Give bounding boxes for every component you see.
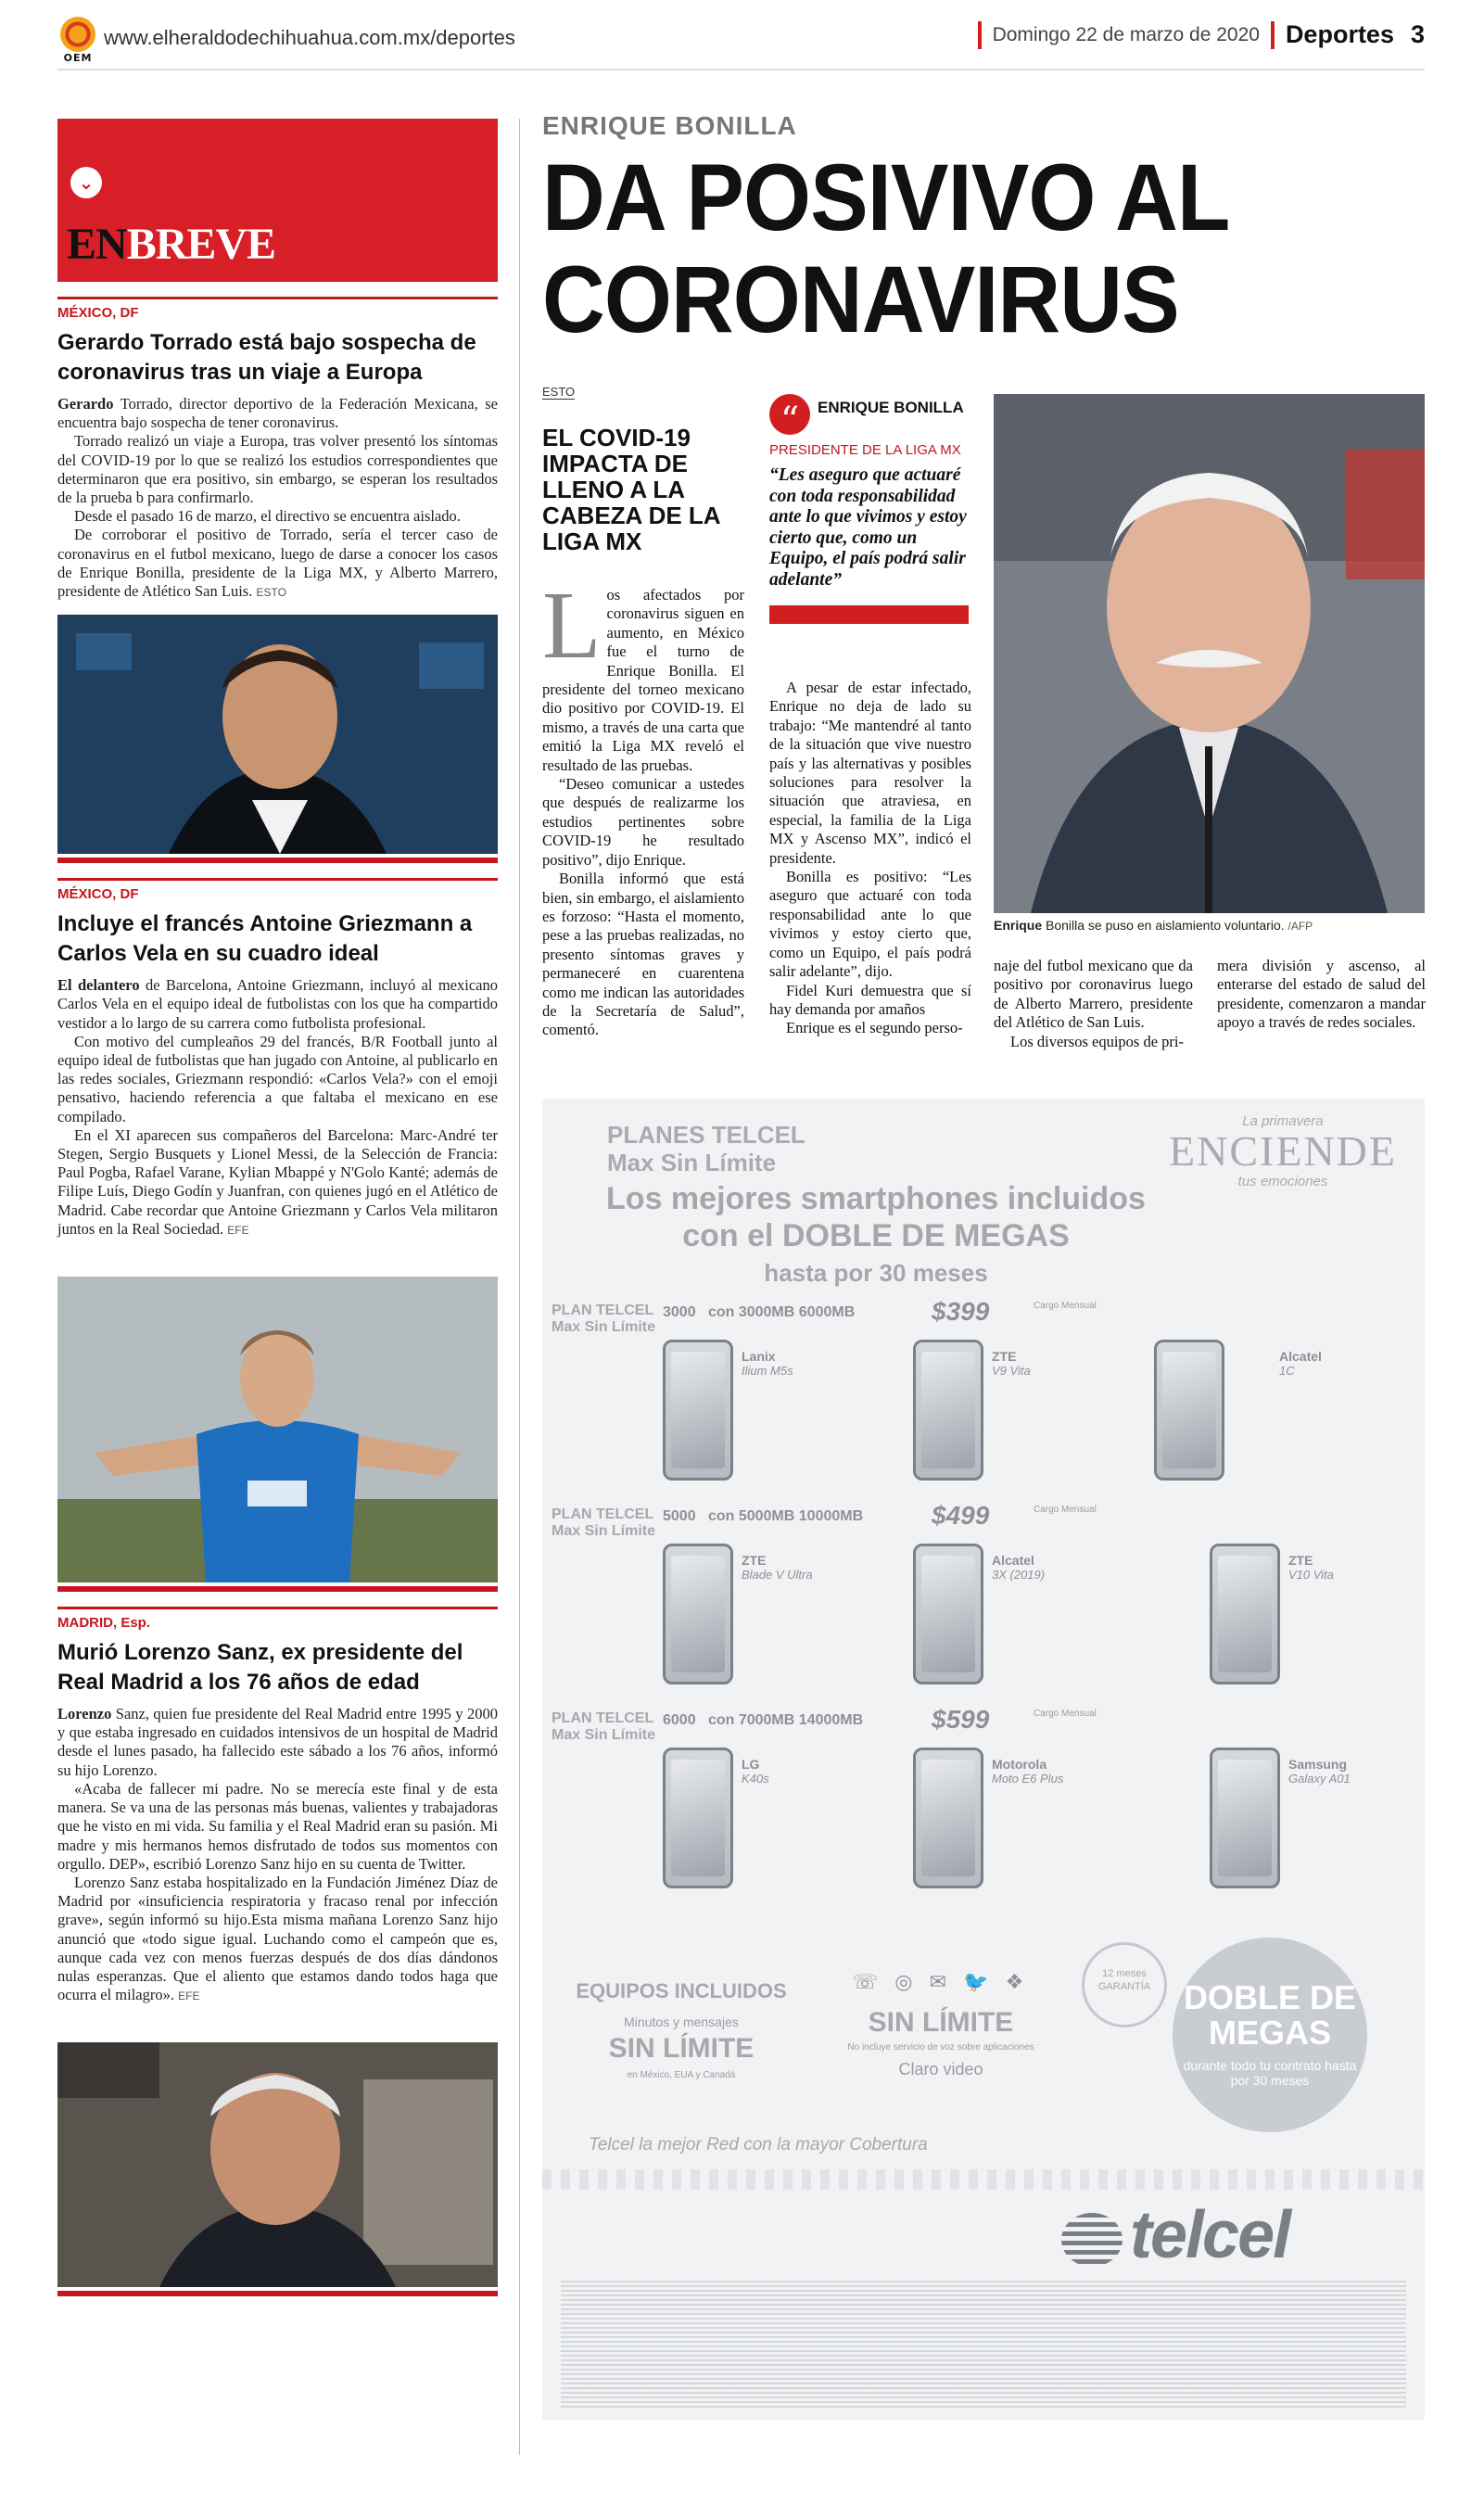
ad-enciende: La primavera ENCIENDE tus emociones xyxy=(1169,1113,1397,1189)
article-kicker: ENRIQUE BONILLA xyxy=(542,111,797,140)
en-breve-title: ENBREVE xyxy=(67,220,276,269)
brief-headline: Gerardo Torrado está bajo sospecha de coronavirus tras un viaje a Europa xyxy=(57,330,476,385)
photo-bonilla xyxy=(994,394,1425,913)
quote-name: ENRIQUE BONILLA xyxy=(818,399,964,416)
phone-name: Alcatel 3X (2019) xyxy=(992,1553,1046,1582)
logo-text: OEM xyxy=(63,52,93,64)
article-column-3: naje del futbol mexicano que da positivo por coronavirus luego de Alberto Marrero, presidente del Atlético de San Luis. Los diversos equipos de pri- xyxy=(994,957,1193,1050)
phone-name: Samsung Galaxy A01 xyxy=(1288,1757,1351,1786)
red-separator xyxy=(1271,21,1275,49)
article-column-4: mera división y ascenso, al enterarse del estado de salud del presidente, comenzaron a mandar apoyo a través de redes sociales. xyxy=(1217,957,1426,1032)
red-rule xyxy=(57,1586,498,1592)
phone-image xyxy=(913,1544,983,1684)
ad-headline: Los mejores smartphones incluidos con el DOBLE DE MEGAS hasta por 30 meses xyxy=(606,1181,1146,1287)
ad-plan-5000[interactable]: PLAN TELCEL Max Sin Límite 5000 con 5000MB 10000MB $499 Cargo Mensual ZTE Blade V Ultra Alcatel 3X (2019) ZTE V10 Vita xyxy=(542,1506,1425,1692)
photo-torrado xyxy=(57,615,498,854)
column-divider xyxy=(519,119,520,2455)
claro-video-logo: Claro video xyxy=(898,2060,983,2078)
ad-stripe-band xyxy=(542,2169,1425,2190)
oem-logo xyxy=(57,17,98,65)
ad-garantia-badge: 12 meses GARANTÍA xyxy=(1082,1942,1167,2027)
credit: EFE xyxy=(178,1989,200,2003)
plan-price: $399 xyxy=(932,1297,990,1326)
ad-plan-3000[interactable]: PLAN TELCEL Max Sin Límite 3000 con 3000MB 6000MB $399 Cargo Mensual Lanix Ilium M5s ZTE V9 Vita Alcatel 1C xyxy=(542,1303,1425,1488)
phone-name: ZTE V10 Vita xyxy=(1288,1553,1334,1582)
brief-body: Lorenzo Sanz, quien fue presidente del Real Madrid entre 1995 y 2000 y que estaba ingresado en cuidados intensivos de un hospital de Madrid desde el lunes pasado, ha fallecido este sábado a los 76 años, informó su hijo Lorenzo. «Acaba de fallecer mi padre. No se merecía este final y de esta manera. Se va una de las personas más buenas, valientes y trabajadoras que he visto en mi vida. Su familia y el Real Madrid eran su pasión. Mi madre y mis hermanos hemos disfrutado de todos sus momentos con orgullo. DEP», escribió Lorenzo Sanz hijo en su cuenta de Twitter. Lorenzo Sanz estaba hospitalizado en la Fundación Jiménez Díaz de Madrid por «insuficiencia respiratoria y fracaso renal por infección grave», según informó su hijo.Esta misma mañana Lorenzo Sanz hijo anunció que «todo sigue igual. Luchando como el campeón que es, aunque cada vez con menos fuerzas después de dos días dándonos nulas esperanzas. Que el aliento que estamos dando todos haga que ocurra el milagro». EFE xyxy=(57,1705,498,2004)
phone-image xyxy=(1154,1340,1224,1481)
ad-redes-sociales: ☏ ◎ ✉ 🐦 ❖ SIN LÍMITE No incluye servicio de voz sobre aplicaciones Claro video xyxy=(820,1970,1061,2079)
quote-red-bar xyxy=(769,605,969,624)
social-apps-icon: ☏ ◎ ✉ 🐦 ❖ xyxy=(852,1970,1030,1993)
phone-name: Alcatel 1C xyxy=(1279,1349,1322,1378)
credit: EFE xyxy=(227,1223,249,1237)
article-column-1: Los afectados por coronavirus siguen en aumento, en México fue el turno de Enrique Bonilla. El presidente del torneo mexicano dio positivo por COVID-19. El mismo, a través de una carta que emitió la Liga MX reveló el resultado de las pruebas. “Deseo comunicar a ustedes que después de realizarme los estudios pertinentes sobre COVID-19 he resultado positivo”, dijo Enrique. Bonilla informó que está bien, sin embargo, el aislamiento es forzoso: “Hasta el momento, pese a las pruebas realizadas, no presento síntomas graves y permaneceré en cuarentena como me indican las autoridades de la Secretaría de Salud”, comentó. xyxy=(542,572,744,1039)
plan-price: $599 xyxy=(932,1705,990,1734)
brief-item-griezmann xyxy=(57,878,498,1239)
red-rule xyxy=(57,2291,498,2296)
phone-image xyxy=(1210,1544,1280,1684)
brief-item-torrado xyxy=(57,297,498,602)
phone-name: ZTE V9 Vita xyxy=(992,1349,1031,1378)
phone-name: Motorola Moto E6 Plus xyxy=(992,1757,1064,1786)
phone-image xyxy=(663,1544,733,1684)
article-subhead: EL COVID-19 IMPACTA DE LLENO A LA CABEZA DE LA LIGA MX xyxy=(542,424,720,555)
phone-image xyxy=(913,1748,983,1888)
ad-plan-6000[interactable]: PLAN TELCEL Max Sin Límite 6000 con 7000MB 14000MB $599 Cargo Mensual LG K40s Motorola Moto E6 Plus Samsung Galaxy A01 xyxy=(542,1710,1425,1896)
issue-date: Domingo 22 de marzo de 2020 xyxy=(992,23,1260,45)
article-column-2: A pesar de estar infectado, Enrique no deja de lado su trabajo: “Me mantendré al tanto de la situación que vive nuestro país y las alternativas y posibles soluciones para resolver la situación que atraviesa, en especial, la familia de la Liga MX y Ascenso MX”, indicó el presidente. Bonilla es positivo: “Les aseguro que actuaré con toda responsabilidad ante lo que vivimos y estoy cierto que, como un Equipo, el país podrá salir adelante”, dijo. Fidel Kuri demuestra que sí hay demanda por amaños Enrique es el segundo perso- xyxy=(769,679,971,1037)
red-rule xyxy=(57,858,498,863)
en-breve-header xyxy=(57,119,498,282)
section-name: Deportes xyxy=(1285,20,1394,48)
photo-caption: Enrique Bonilla se puso en aislamiento voluntario. /AFP xyxy=(994,918,1313,933)
brief-kicker: MADRID, Esp. xyxy=(57,1607,498,1631)
article-title: DA POSIVIVO AL CORONAVIRUS xyxy=(542,145,1228,352)
brief-item-sanz xyxy=(57,1607,498,2005)
brief-headline: Incluye el francés Antoine Griezmann a Carlos Vela en su cuadro ideal xyxy=(57,911,473,967)
phone-name: Lanix Ilium M5s xyxy=(742,1349,793,1378)
brief-kicker: MÉXICO, DF xyxy=(57,878,498,902)
phone-image xyxy=(913,1340,983,1481)
phone-image xyxy=(663,1748,733,1888)
telcel-advertisement[interactable] xyxy=(542,1099,1425,2420)
telcel-logo[interactable]: telcel xyxy=(1061,2197,1289,2273)
brief-kicker: MÉXICO, DF xyxy=(57,297,498,321)
phone-name: LG K40s xyxy=(742,1757,769,1786)
chevron-down-icon: ⌄ xyxy=(70,167,102,198)
phone-image xyxy=(1210,1748,1280,1888)
telcel-logo-icon xyxy=(1061,2213,1123,2267)
ad-doble-megas: DOBLE DE MEGAS durante todo tu contrato hasta por 30 meses xyxy=(1173,1938,1367,2132)
ad-legal-text xyxy=(561,2281,1406,2410)
pull-quote xyxy=(769,394,969,624)
credit: ESTO xyxy=(256,586,286,600)
ad-plan-title: PLANES TELCEL Max Sin Límite xyxy=(607,1121,805,1176)
quote-text: “Les aseguro que actuaré con toda responsabilidad ante lo que vivimos y estoy cierto que, como un Equipo, el país podrá salir adelante” xyxy=(769,465,967,590)
date-block xyxy=(967,20,1425,49)
phone-name: ZTE Blade V Ultra xyxy=(742,1553,813,1582)
quote-role: PRESIDENTE DE LA LIGA MX xyxy=(769,442,961,458)
brief-body: Gerardo Torrado, director deportivo de la Federación Mexicana, se encuentra bajo sospecha de tener coronavirus. Torrado realizó un viaje a Europa, tras volver presentó los síntomas del COVID-19 por lo que se realizó los estudios correspondientes que determinaron que era positivo, sin embargo, se esperan los resultados de la prueba b para confirmarlo. Desde el pasado 16 de marzo, el directivo se encuentra aislado. De corroborar el positivo de Torrado, sería el tercer caso de coronavirus en el futbol mexicano, luego de darse a conocer los casos de Enrique Bonilla, presidente de la Liga MX, y Alberto Marrero, presidente de Atlético San Luis. ESTO xyxy=(57,395,498,601)
red-separator xyxy=(978,21,982,49)
en-breve-column xyxy=(57,119,498,2296)
ad-equipos-incluidos: EQUIPOS INCLUIDOS Minutos y mensajes SIN LÍMITE en México, EUA y Canadá xyxy=(576,1979,787,2080)
photo-griezmann xyxy=(57,1277,498,1582)
article-source: ESTO xyxy=(542,385,576,399)
site-url[interactable]: www.elheraldodechihuahua.com.mx/deportes xyxy=(104,26,515,49)
phone-image xyxy=(663,1340,733,1481)
quote-icon: “ xyxy=(769,394,810,435)
brief-headline: Murió Lorenzo Sanz, ex presidente del Real Madrid a los 76 años de edad xyxy=(57,1640,463,1696)
drop-cap: L xyxy=(542,572,602,679)
plan-price: $499 xyxy=(932,1501,990,1530)
photo-sanz xyxy=(57,2042,498,2287)
page-header xyxy=(57,13,1425,70)
sun-logo-icon xyxy=(60,17,95,52)
page-number: 3 xyxy=(1410,20,1425,48)
brief-body: El delantero de Barcelona, Antoine Griezmann, incluyó al mexicano Carlos Vela en el equipo ideal de futbolistas con los que ha compartido vestidor a lo largo de su carrera como futbolista profesional. Con motivo del cumpleaños 29 del francés, B/R Football junto al equipo ideal de futbolistas que han jugado con Antoine, al publicarlo en las redes sociales, Griezmann respondió: «Carlos Vela?» con el emoji pensativo, haciendo referencia a que faltaba el mexicano en ese compilado. En el XI aparecen sus compañeros del Barcelona: Marc-André ter Stegen, Sergio Busquets y Lionel Messi, de la Selección de Francia: Paul Pogba, Rafael Varane, Kylian Mbappé y N'Golo Kanté; además de Filipe Luís, Diego Godín y Juanfran, con quienes jugó en el Atlético de Madrid. Cabe recordar que Antoine Griezmann y Carlos Vela militaron juntos en la Real Sociedad. EFE xyxy=(57,976,498,1238)
ad-tagline: Telcel la mejor Red con la mayor Cobertura xyxy=(589,2135,928,2154)
